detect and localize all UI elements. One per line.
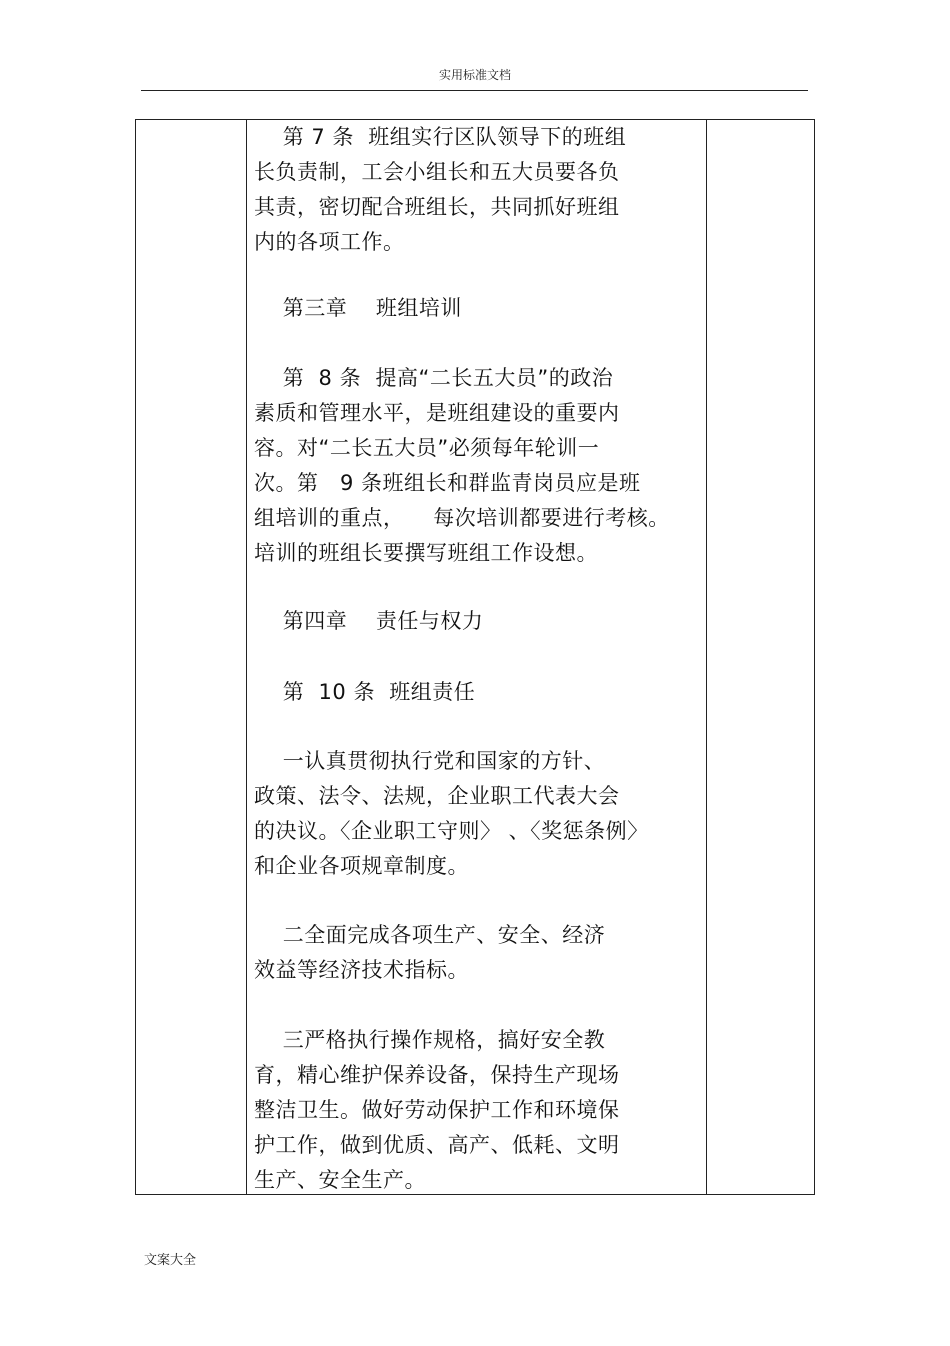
text-line: 第四章 责任与权力 <box>254 609 484 633</box>
text-line: 次。第 9 条班组长和群监青岗员应是班 <box>254 471 641 495</box>
paragraph <box>254 918 605 988</box>
text-line: 第 10 条 班组责任 <box>254 680 476 704</box>
chapter-heading <box>254 604 483 639</box>
text-line: 一认真贯彻执行党和国家的方针、 <box>254 749 606 773</box>
text-line: 三严格执行操作规格，搞好安全教 <box>254 1028 606 1052</box>
text-line: 内的各项工作。 <box>254 230 405 254</box>
text-line: 长负责制，工会小组长和五大员要各负 <box>254 160 620 184</box>
text-line: 培训的班组长要撰写班组工作设想。 <box>254 541 598 565</box>
left-column-divider <box>246 120 247 1194</box>
text-line: 第 7 条 班组实行区队领导下的班组 <box>254 125 627 149</box>
chapter-heading <box>254 291 462 326</box>
text-line: 护工作，做到优质、高产、低耗、文明 <box>254 1133 620 1157</box>
paragraph <box>254 361 670 571</box>
text-line: 第 8 条 提高“二长五大员”的政治 <box>254 366 614 390</box>
text-line: 育，精心维护保养设备，保持生产现场 <box>254 1063 620 1087</box>
document-table <box>135 119 815 1195</box>
page-footer-label: 文案大全 <box>144 1253 197 1268</box>
text-line: 的决议。〈企业职工守则〉 、〈奖惩条例〉 <box>254 819 649 843</box>
text-line: 效益等经济技术指标。 <box>254 958 469 982</box>
header-divider <box>141 90 808 91</box>
text-line: 整洁卫生。做好劳动保护工作和环境保 <box>254 1098 620 1122</box>
paragraph <box>254 744 649 884</box>
text-line: 素质和管理水平，是班组建设的重要内 <box>254 401 620 425</box>
page-header-title: 实用标准文档 <box>438 68 511 82</box>
text-line: 生产、安全生产。 <box>254 1168 426 1192</box>
paragraph <box>254 1023 620 1198</box>
text-line: 组培训的重点， 每次培训都要进行考核。 <box>254 506 670 530</box>
article-heading <box>254 675 475 710</box>
text-line: 和企业各项规章制度。 <box>254 854 469 878</box>
text-line: 第三章 班组培训 <box>254 296 462 320</box>
text-line: 政策、法令、法规，企业职工代表大会 <box>254 784 620 808</box>
right-column-divider <box>706 120 707 1194</box>
text-line: 其责，密切配合班组长，共同抓好班组 <box>254 195 620 219</box>
text-line: 二全面完成各项生产、安全、经济 <box>254 923 606 947</box>
paragraph <box>254 120 626 260</box>
text-line: 容。对“二长五大员”必须每年轮训一 <box>254 436 600 460</box>
